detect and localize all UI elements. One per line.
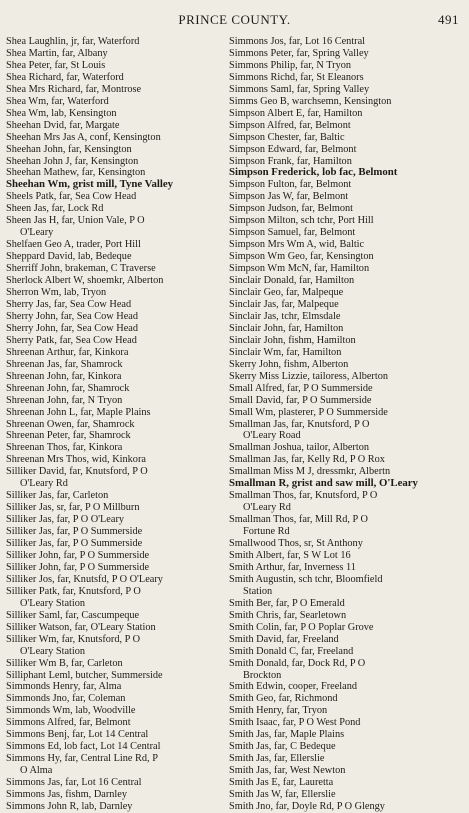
directory-entry: Sheehan Wm, grist mill, Tyne Valley xyxy=(6,179,174,191)
directory-entry: Smallman Jas, far, Knutsford, P O xyxy=(229,418,370,430)
directory-entry-continuation: O'Leary Station xyxy=(20,645,86,657)
directory-entry-continuation: O'Leary xyxy=(20,227,54,239)
directory-entry: Small Alfred, far, P O Summerside xyxy=(229,382,373,394)
directory-entry: Simpson Frederick, lob fac, Belmont xyxy=(229,167,398,179)
directory-entry: Simmons Saml, far, Spring Valley xyxy=(229,83,370,95)
directory-entry: Simpson Mrs Wm A, wid, Baltic xyxy=(229,239,365,251)
directory-entry: Simpson Wm Geo, far, Kensington xyxy=(229,251,374,263)
directory-entry: Simpson Wm McN, far, Hamilton xyxy=(229,263,370,275)
directory-entry: Small Wm, plasterer, P O Summerside xyxy=(229,406,388,418)
directory-entry: Sinclair Jas, far, Malpeque xyxy=(229,298,339,310)
directory-entry: Simmons Ed, lob fact, Lot 14 Central xyxy=(6,741,161,753)
directory-entry: Silliker Jos, far, Knutsfd, P O O'Leary xyxy=(6,573,163,585)
directory-entry: Simmons Peter, far, Spring Valley xyxy=(229,47,369,59)
directory-entry: Simpson Milton, sch tchr, Port Hill xyxy=(229,215,374,227)
directory-entry: Smith Albert, far, S W Lot 16 xyxy=(229,549,351,561)
directory-entry: Sherron Wm, lab, Tryon xyxy=(6,287,107,299)
directory-entry: Simmons Benj, far, Lot 14 Central xyxy=(6,729,149,741)
directory-entry: Smith Isaac, far, P O West Pond xyxy=(229,717,361,729)
directory-entry: Smith Donald C, far, Freeland xyxy=(229,645,354,657)
directory-entry: Shea Wm, lab, Kensington xyxy=(6,107,117,119)
directory-entry: Shea Peter, far, St Louis xyxy=(6,59,106,71)
directory-entry: Simpson Judson, far, Belmont xyxy=(229,203,354,215)
directory-entry: Smallwood Thos, sr, St Anthony xyxy=(229,538,363,550)
directory-entry-continuation: O'Leary Road xyxy=(243,430,301,442)
directory-entry: Silliker Patk, far, Knutsford, P O xyxy=(6,585,141,597)
directory-entry: Sheehan Dvid, far, Margate xyxy=(6,119,120,131)
directory-entry: Smith Donald, far, Dock Rd, P O xyxy=(229,657,366,669)
directory-entry: Small David, far, P O Summerside xyxy=(229,394,372,406)
directory-entry: Shea Richard, far, Waterford xyxy=(6,71,124,83)
directory-entry: Simmonds Jno, far, Coleman xyxy=(6,693,126,705)
directory-entry: Shreenan Peter, far, Shamrock xyxy=(6,430,131,442)
directory-entry: Skerry Miss Lizzie, tailoress, Alberton xyxy=(229,370,388,382)
directory-entry: Simmons Alfred, far, Belmont xyxy=(6,717,131,729)
directory-entry: Smith Jas, far, Ellerslie xyxy=(229,753,325,765)
directory-entry: Sinclair John, fishm, Hamilton xyxy=(229,334,356,346)
directory-entry: Sherry Patk, far, Sea Cow Head xyxy=(6,334,137,346)
directory-entry: Silliker Saml, far, Cascumpeque xyxy=(6,609,140,621)
directory-entry: Shea Martin, far, Albany xyxy=(6,47,108,59)
directory-entry-continuation: O'Leary Rd xyxy=(20,478,68,490)
directory-entry: Smith David, far, Freeland xyxy=(229,633,339,645)
directory-entry: Silliker Wm B, far, Carleton xyxy=(6,657,123,669)
directory-entry: Smallman Miss M J, dressmkr, Albertn xyxy=(229,466,391,478)
directory-entry: Shreenan John, far, N Tryon xyxy=(6,394,123,406)
directory-entry: Simmons Richd, far, St Eleanors xyxy=(229,71,364,83)
directory-entry: Skerry John, fishm, Alberton xyxy=(229,358,349,370)
directory-entry: Silliker John, far, P O Summerside xyxy=(6,549,150,561)
directory-entry: Simpson Samuel, far, Belmont xyxy=(229,227,356,239)
directory-entry: Sheehan Mathew, far, Kensington xyxy=(6,167,146,179)
directory-entry: Sherry John, far, Sea Cow Head xyxy=(6,310,138,322)
directory-entry: Simpson Chester, far, Baltic xyxy=(229,131,345,143)
directory-entry: Silliker David, far, Knutsford, P O xyxy=(6,466,148,478)
directory-entry-continuation: O'Leary Rd xyxy=(243,502,291,514)
directory-entry: Sheehan John, far, Kensington xyxy=(6,143,132,155)
directory-entry: Sheen Jas H, far, Union Vale, P O xyxy=(6,215,145,227)
directory-entry: Sinclair Geo, far, Malpeque xyxy=(229,287,344,299)
page-header xyxy=(0,12,469,32)
directory-entry: Shea Wm, far, Waterford xyxy=(6,95,109,107)
directory-entry: Sinclair Wm, far, Hamilton xyxy=(229,346,342,358)
directory-entry: Simpson Frank, far, Hamilton xyxy=(229,155,352,167)
directory-entry: Smith Edwin, cooper, Freeland xyxy=(229,681,357,693)
directory-entry: Shreenan John, far, Shamrock xyxy=(6,382,130,394)
directory-entry: Smith Jno, far, Doyle Rd, P O Glengy xyxy=(229,801,385,812)
directory-entry: Sinclair John, far, Hamilton xyxy=(229,322,344,334)
directory-entry: Sinclair Jas, tchr, Elmsdale xyxy=(229,310,341,322)
directory-entry: Sheppard David, lab, Bedeque xyxy=(6,251,132,263)
directory-entry: Shreenan John L, far, Maple Plains xyxy=(6,406,151,418)
page-number: 491 xyxy=(438,12,459,27)
directory-entry: Silliker Jas, far, P O Summerside xyxy=(6,538,143,550)
directory-entry: Smith Chris, far, Searletown xyxy=(229,609,347,621)
directory-entry: Sheen Jas, far, Lock Rd xyxy=(6,203,104,215)
directory-entry: Smith Jas W, far, Ellerslie xyxy=(229,789,336,801)
directory-entry: Silliker Wm, far, Knutsford, P O xyxy=(6,633,141,645)
directory-entry: Sheehan Mrs Jas A, conf, Kensington xyxy=(6,131,161,143)
directory-entry-continuation: Fortune Rd xyxy=(243,526,290,538)
directory-entry: Simmons John R, lab, Darnley xyxy=(6,801,133,812)
directory-entry: Silliker Watson, far, O'Leary Station xyxy=(6,621,156,633)
directory-entry: Smith Jas E, far, Lauretta xyxy=(229,777,334,789)
directory-entry: Shea Mrs Richard, far, Montrose xyxy=(6,83,142,95)
directory-entry: Smith Henry, far, Tryon xyxy=(229,705,328,717)
directory-entry: Shreenan Arthur, far, Kinkora xyxy=(6,346,129,358)
page-title: PRINCE COUNTY. xyxy=(178,12,291,27)
directory-entry: Smallman Jas, far, Kelly Rd, P O Rox xyxy=(229,454,385,466)
directory-entry: Smith Geo, far, Richmond xyxy=(229,693,338,705)
directory-entry: Sherry Jas, far, Sea Cow Head xyxy=(6,298,132,310)
directory-entry: Sinclair Donald, far, Hamilton xyxy=(229,275,355,287)
directory-entry: Silliker Jas, far, P O O'Leary xyxy=(6,514,125,526)
directory-entry: Sheehan John J, far, Kensington xyxy=(6,155,139,167)
directory-entry: Silliker Jas, far, P O Summerside xyxy=(6,526,143,538)
directory-entry: Sherriff John, brakeman, C Traverse xyxy=(6,263,156,275)
directory-entry: Shelfaen Geo A, trader, Port Hill xyxy=(6,239,141,251)
directory-entry: Silliker Jas, sr, far, P O Millburn xyxy=(6,502,140,514)
directory-entry: Smith Jas, far, C Bedeque xyxy=(229,741,336,753)
right-column xyxy=(229,36,465,813)
directory-entry: Simmons Jas, fishm, Darnley xyxy=(6,789,127,801)
directory-entry: Simpson Fulton, far, Belmont xyxy=(229,179,352,191)
directory-entry-continuation: O Alma xyxy=(20,765,53,777)
directory-entry-continuation: O'Leary Station xyxy=(20,597,86,609)
directory-entry: Simpson Edward, far, Belmont xyxy=(229,143,357,155)
directory-entry: Simpson Albert E, far, Hamilton xyxy=(229,107,363,119)
directory-entry: Silliphant Leml, butcher, Summerside xyxy=(6,669,163,681)
directory-entry: Smith Jas, far, West Newton xyxy=(229,765,346,777)
directory-entry: Smallman R, grist and saw mill, O'Leary xyxy=(229,478,418,490)
directory-entry: Silliker Jas, far, Carleton xyxy=(6,490,109,502)
directory-entry: Simpson Jas W, far, Belmont xyxy=(229,191,349,203)
directory-entry: Simmonds Wm, lab, Woodville xyxy=(6,705,136,717)
directory-entry: Sherlock Albert W, shoemkr, Alberton xyxy=(6,275,164,287)
directory-entry: Smith Jas, far, Maple Plains xyxy=(229,729,345,741)
directory-entry: Simmonds Henry, far, Alma xyxy=(6,681,122,693)
directory-entry: Smith Arthur, far, Inverness 11 xyxy=(229,561,356,573)
left-column xyxy=(6,36,224,813)
directory-entry-continuation: Station xyxy=(243,585,273,597)
directory-entry: Smith Augustin, sch tchr, Bloomfield xyxy=(229,573,383,585)
directory-entry: Smallman Joshua, tailor, Alberton xyxy=(229,442,370,454)
directory-entry: Smallman Thos, far, Mill Rd, P O xyxy=(229,514,368,526)
directory-entry: Simpson Alfred, far, Belmont xyxy=(229,119,351,131)
directory-entry: Sheels Patk, far, Sea Cow Head xyxy=(6,191,137,203)
directory-entry: Smith Ber, far, P O Emerald xyxy=(229,597,345,609)
directory-entry: Silliker John, far, P O Summerside xyxy=(6,561,150,573)
directory-entry: Smallman Thos, far, Knutsford, P O xyxy=(229,490,378,502)
directory-entry: Shreenan John, far, Kinkora xyxy=(6,370,122,382)
directory-entry: Simmons Jos, far, Lot 16 Central xyxy=(229,36,366,47)
directory-entry: Shreenan Mrs Thos, wid, Kinkora xyxy=(6,454,146,466)
directory-entry-continuation: Brockton xyxy=(243,669,282,681)
directory-entry: Simmons Hy, far, Central Line Rd, P xyxy=(6,753,158,765)
directory-entry: Simmons Jas, far, Lot 16 Central xyxy=(6,777,142,789)
directory-entry: Smith Colin, far, P O Poplar Grove xyxy=(229,621,374,633)
directory-entry: Shreenan Jas, far, Shamrock xyxy=(6,358,123,370)
directory-entry: Simms Geo B, warchsemn, Kensington xyxy=(229,95,392,107)
directory-entry: Sherry John, far, Sea Cow Head xyxy=(6,322,138,334)
directory-entry: Simmons Philip, far, N Tryon xyxy=(229,59,352,71)
directory-entry: Shreenan Owen, far, Shamrock xyxy=(6,418,135,430)
directory-entry: Shea Laughlin, jr, far, Waterford xyxy=(6,36,140,47)
directory-entry: Shreenan Thos, far, Kinkora xyxy=(6,442,123,454)
